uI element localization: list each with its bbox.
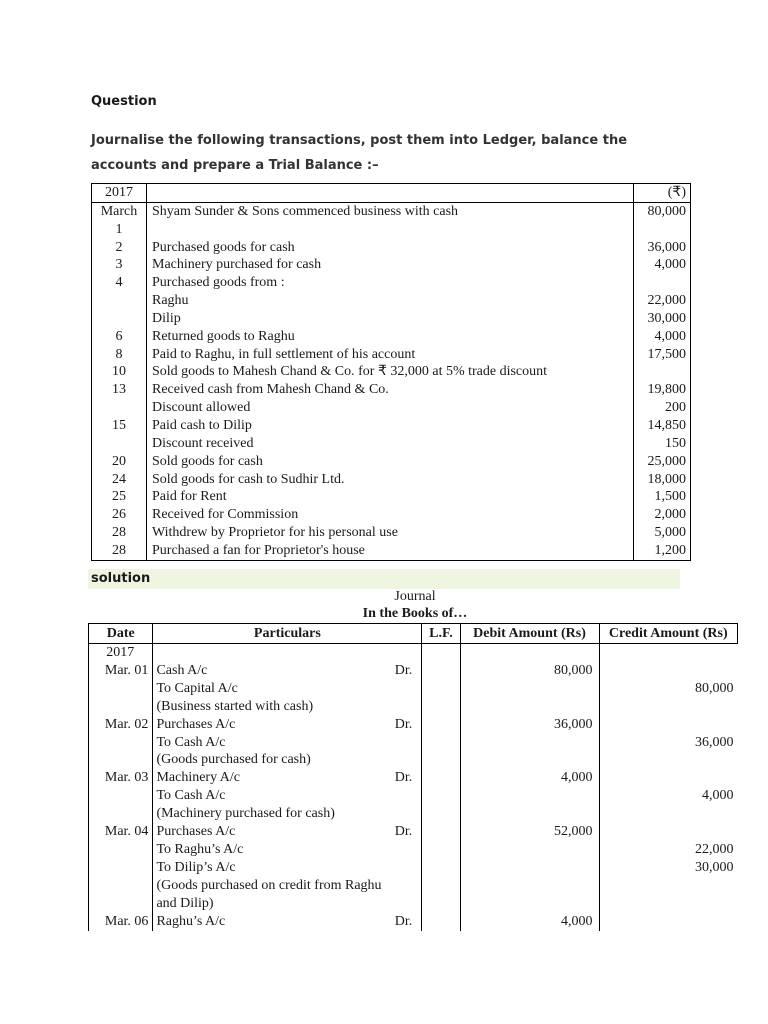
journal-lf — [422, 877, 460, 895]
journal-date — [89, 698, 153, 716]
journal-dr-marker: Dr. — [394, 662, 413, 678]
journal-credit: 4,000 — [702, 788, 734, 804]
journal-particular: To Capital A/c — [156, 680, 238, 696]
journal-date — [89, 859, 153, 877]
journal-dr-marker: Dr. — [394, 913, 413, 929]
journal-particular: (Goods purchased for cash) — [156, 752, 311, 768]
journal-date: Mar. 01 — [89, 662, 153, 680]
question-text: Journalise the following transactions, post them into Ledger, balance the accounts and prepare a Trial Balance :– — [91, 133, 628, 173]
journal-particular-cell — [153, 895, 422, 913]
journal-particular: Purchases A/c — [156, 824, 236, 840]
transaction-date: 15 — [92, 417, 147, 435]
transaction-particular: Returned goods to Raghu — [147, 328, 634, 346]
journal-particular-cell — [153, 751, 422, 769]
journal-subtitle: In the Books of… — [362, 606, 468, 621]
transaction-amount — [634, 363, 691, 381]
journal-particular: and Dilip) — [156, 895, 214, 911]
journal-debit — [460, 751, 599, 769]
journal-credit: 22,000 — [695, 841, 734, 857]
transaction-particular: Purchased a fan for Proprietor's house — [147, 542, 634, 560]
journal-dr-marker: Dr. — [394, 770, 413, 786]
transaction-amount: 18,000 — [647, 471, 686, 487]
journal-debit — [460, 841, 599, 859]
journal-row — [89, 751, 738, 769]
journal-particular-cell — [153, 716, 422, 734]
journal-header-lf: L.F. — [422, 624, 460, 644]
journal-lf — [422, 787, 460, 805]
transaction-particular: Discount received — [147, 435, 634, 453]
transaction-row — [92, 239, 691, 257]
transaction-amount: 4,000 — [654, 257, 686, 273]
journal-title: Journal — [394, 589, 436, 604]
journal-lf — [422, 662, 460, 680]
transaction-amount: 5,000 — [654, 525, 686, 541]
journal-lf — [422, 716, 460, 734]
journal-debit: 36,000 — [460, 716, 599, 734]
journal-particular: Raghu’s A/c — [156, 913, 226, 929]
journal-row — [89, 823, 738, 841]
transaction-amount — [634, 221, 691, 239]
transaction-particular: Sold goods for cash to Sudhir Ltd. — [147, 471, 634, 489]
transaction-particular: Sold goods to Mahesh Chand & Co. for ₹ 32,000 at 5% trade discount — [147, 363, 634, 381]
journal-particular-cell — [153, 644, 422, 662]
journal-row — [89, 913, 738, 931]
transaction-particular: Machinery purchased for cash — [147, 256, 634, 274]
transaction-row — [92, 435, 691, 453]
journal-debit — [460, 698, 599, 716]
transaction-date: 13 — [92, 381, 147, 399]
transaction-amount — [634, 274, 691, 292]
journal-row — [89, 895, 738, 913]
transaction-date: 3 — [92, 256, 147, 274]
transaction-date: 10 — [92, 363, 147, 381]
transaction-particular: Purchased goods for cash — [147, 239, 634, 257]
transaction-amount: 17,500 — [647, 346, 686, 362]
journal-row — [89, 877, 738, 895]
journal-particular-cell — [153, 859, 422, 877]
journal-credit — [599, 823, 738, 841]
transaction-date — [92, 399, 147, 417]
journal-row — [89, 698, 738, 716]
journal-dr-marker: Dr. — [394, 824, 413, 840]
journal-particular: (Goods purchased on credit from Raghu — [156, 877, 382, 893]
solution-label: solution — [91, 571, 151, 586]
transaction-particular: Discount allowed — [147, 399, 634, 417]
journal-debit — [460, 787, 599, 805]
transaction-row — [92, 310, 691, 328]
transaction-row — [92, 328, 691, 346]
journal-row — [89, 734, 738, 752]
transaction-date: 8 — [92, 346, 147, 364]
journal-lf — [422, 734, 460, 752]
journal-debit — [460, 680, 599, 698]
journal-row — [89, 787, 738, 805]
journal-header-row — [89, 624, 738, 644]
transactions-header-row — [92, 184, 691, 203]
transaction-particular: Sold goods for cash — [147, 453, 634, 471]
transaction-row — [92, 399, 691, 417]
journal-particular-cell — [153, 877, 422, 895]
journal-credit — [599, 895, 738, 913]
transaction-date: 20 — [92, 453, 147, 471]
transaction-particular: Shyam Sunder & Sons commenced business with cash — [147, 202, 634, 220]
journal-credit — [599, 698, 738, 716]
transaction-row — [92, 506, 691, 524]
transaction-row — [92, 363, 691, 381]
transaction-amount: 2,000 — [654, 507, 686, 523]
currency-header-cell: (₹) — [634, 184, 691, 203]
transaction-amount: 30,000 — [647, 310, 686, 326]
journal-particular: To Dilip’s A/c — [156, 859, 236, 875]
journal-debit — [460, 859, 599, 877]
journal-credit — [599, 913, 738, 931]
journal-header-credit: Credit Amount (Rs) — [599, 624, 738, 644]
transaction-particular: Received for Commission — [147, 506, 634, 524]
journal-date — [89, 805, 153, 823]
journal-credit — [599, 877, 738, 895]
journal-debit: 52,000 — [460, 823, 599, 841]
transaction-particular: Raghu — [147, 292, 634, 310]
transaction-particular: Paid for Rent — [147, 488, 634, 506]
journal-debit — [460, 805, 599, 823]
journal-date: Mar. 02 — [89, 716, 153, 734]
transaction-date — [92, 310, 147, 328]
journal-header-date: Date — [89, 624, 153, 644]
journal-particular: Purchases A/c — [156, 716, 236, 732]
journal-date: Mar. 03 — [89, 769, 153, 787]
journal-particular: Cash A/c — [156, 662, 208, 678]
transaction-date — [92, 292, 147, 310]
transaction-date: 1 — [92, 221, 147, 239]
journal-debit — [460, 895, 599, 913]
transaction-amount: 22,000 — [647, 293, 686, 309]
journal-particular-cell — [153, 913, 422, 931]
transaction-date: 4 — [92, 274, 147, 292]
journal-credit — [599, 716, 738, 734]
transaction-amount: 1,200 — [654, 542, 686, 558]
transaction-particular: Dilip — [147, 310, 634, 328]
journal-particular: To Raghu’s A/c — [156, 841, 244, 857]
transaction-row — [92, 256, 691, 274]
solution-highlight — [88, 569, 680, 589]
transaction-amount: 14,850 — [647, 417, 686, 433]
journal-lf — [422, 751, 460, 769]
journal-lf — [422, 859, 460, 877]
journal-lf — [422, 895, 460, 913]
journal-date: Mar. 04 — [89, 823, 153, 841]
transaction-date: 2 — [92, 239, 147, 257]
transaction-row — [92, 274, 691, 292]
journal-credit: 80,000 — [695, 680, 734, 696]
journal-particular-cell — [153, 734, 422, 752]
transaction-amount: 80,000 — [647, 203, 686, 219]
transaction-date — [92, 435, 147, 453]
transaction-amount: 19,800 — [647, 382, 686, 398]
transaction-row — [92, 471, 691, 489]
transaction-row — [92, 488, 691, 506]
transaction-date: 6 — [92, 328, 147, 346]
journal-debit: 4,000 — [460, 913, 599, 931]
journal-particular: To Cash A/c — [156, 788, 226, 804]
journal-date: Mar. 06 — [89, 913, 153, 931]
transaction-particular: Withdrew by Proprietor for his personal use — [147, 524, 634, 542]
question-heading: Question — [91, 94, 157, 109]
transaction-row — [92, 221, 691, 239]
journal-row — [89, 662, 738, 680]
transaction-row — [92, 417, 691, 435]
journal-debit — [460, 877, 599, 895]
journal-particular-cell — [153, 787, 422, 805]
journal-credit — [599, 751, 738, 769]
journal-particular-cell — [153, 698, 422, 716]
journal-row — [89, 716, 738, 734]
journal-dr-marker: Dr. — [394, 716, 413, 732]
journal-lf — [422, 698, 460, 716]
journal-credit — [599, 769, 738, 787]
journal-credit: 36,000 — [695, 734, 734, 750]
journal-lf — [422, 644, 460, 662]
transaction-date: 28 — [92, 542, 147, 560]
journal-header-particulars: Particulars — [153, 624, 422, 644]
transaction-amount: 1,500 — [654, 489, 686, 505]
journal-row — [89, 841, 738, 859]
journal-table — [88, 623, 738, 931]
journal-row — [89, 859, 738, 877]
journal-header-debit: Debit Amount (Rs) — [460, 624, 599, 644]
journal-debit: 4,000 — [460, 769, 599, 787]
transaction-row — [92, 292, 691, 310]
journal-particular-cell — [153, 823, 422, 841]
journal-date: 2017 — [89, 644, 153, 662]
transaction-amount: 25,000 — [647, 453, 686, 469]
transaction-date: 24 — [92, 471, 147, 489]
journal-lf — [422, 823, 460, 841]
transaction-particular — [147, 221, 634, 239]
journal-particular-cell — [153, 841, 422, 859]
year-cell: 2017 — [92, 184, 147, 203]
transaction-date: 28 — [92, 524, 147, 542]
journal-particular: Machinery A/c — [156, 770, 241, 786]
transaction-row — [92, 524, 691, 542]
transaction-row — [92, 381, 691, 399]
transactions-table — [91, 183, 691, 561]
transaction-row — [92, 346, 691, 364]
journal-particular-cell — [153, 769, 422, 787]
journal-date — [89, 751, 153, 769]
journal-lf — [422, 841, 460, 859]
journal-debit: 80,000 — [460, 662, 599, 680]
journal-credit — [599, 805, 738, 823]
journal-lf — [422, 913, 460, 931]
journal-date — [89, 734, 153, 752]
journal-date — [89, 877, 153, 895]
journal-particular-cell — [153, 805, 422, 823]
transaction-row — [92, 202, 691, 220]
journal-row — [89, 680, 738, 698]
journal-credit: 30,000 — [695, 859, 734, 875]
journal-particular: (Machinery purchased for cash) — [156, 806, 335, 822]
journal-date — [89, 895, 153, 913]
transaction-particular: Paid cash to Dilip — [147, 417, 634, 435]
journal-row — [89, 769, 738, 787]
journal-credit — [599, 644, 738, 662]
transaction-amount: 4,000 — [654, 328, 686, 344]
journal-lf — [422, 805, 460, 823]
transaction-particular: Purchased goods from : — [147, 274, 634, 292]
transaction-date: March — [92, 202, 147, 220]
journal-particular: (Business started with cash) — [156, 698, 314, 714]
journal-particular-cell — [153, 662, 422, 680]
particulars-header-cell — [147, 184, 634, 203]
transaction-amount: 150 — [665, 435, 686, 451]
journal-date — [89, 680, 153, 698]
journal-row — [89, 644, 738, 662]
transaction-amount: 200 — [665, 400, 686, 416]
journal-row — [89, 805, 738, 823]
journal-lf — [422, 680, 460, 698]
journal-date — [89, 841, 153, 859]
transaction-row — [92, 542, 691, 560]
journal-lf — [422, 769, 460, 787]
transaction-row — [92, 453, 691, 471]
transaction-amount: 36,000 — [647, 239, 686, 255]
journal-particular-cell — [153, 680, 422, 698]
transaction-date: 25 — [92, 488, 147, 506]
journal-particular: To Cash A/c — [156, 734, 226, 750]
transaction-date: 26 — [92, 506, 147, 524]
journal-date — [89, 787, 153, 805]
journal-debit — [460, 734, 599, 752]
transaction-particular: Received cash from Mahesh Chand & Co. — [147, 381, 634, 399]
journal-credit — [599, 662, 738, 680]
journal-debit — [460, 644, 599, 662]
transaction-particular: Paid to Raghu, in full settlement of his account — [147, 346, 634, 364]
